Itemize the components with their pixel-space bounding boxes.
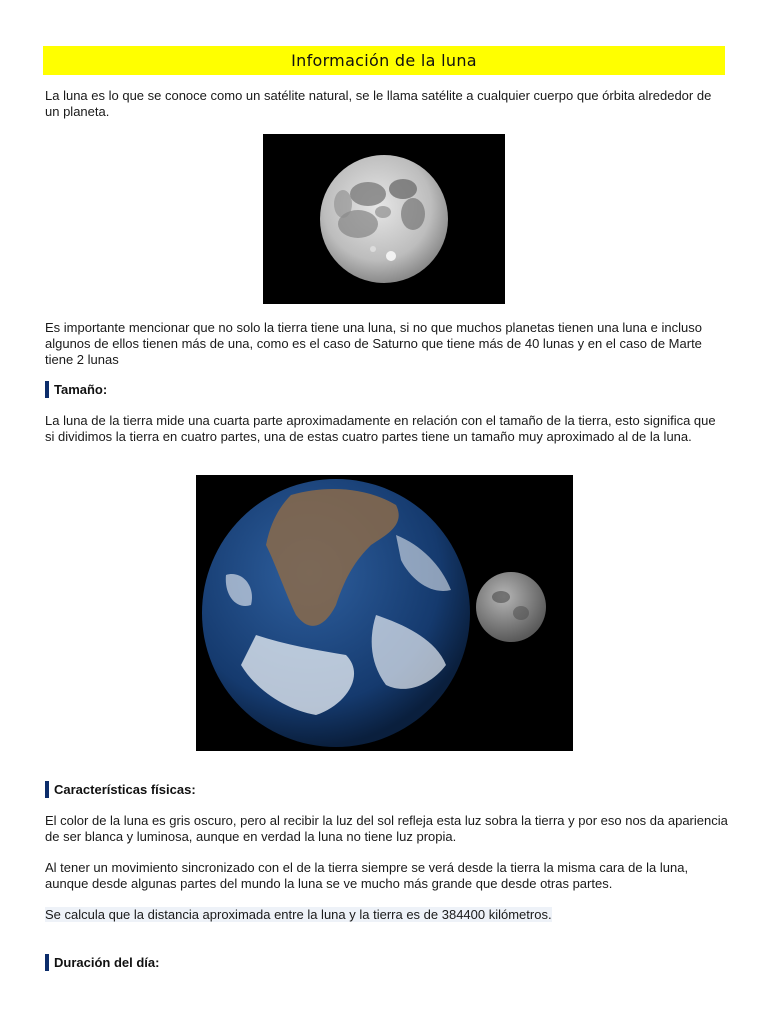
size-heading-text: Tamaño: [54, 382, 108, 397]
earth-moon-photo [196, 475, 573, 751]
heading-bar [45, 781, 49, 798]
heading-bar [45, 954, 49, 971]
moon-photo [263, 134, 505, 304]
physical-heading [45, 781, 196, 798]
title-banner [43, 46, 725, 75]
day-heading-text: Duración del día: [54, 955, 160, 970]
heading-bar [45, 381, 49, 398]
color-paragraph: El color de la luna es gris oscuro, pero al recibir la luz del sol refleja esta luz sobra la tierra y por eso nos da apariencia de ser blanca y luminosa, aunque en verdad la luna no tiene luz propia. [45, 813, 728, 844]
distance-text: Se calcula que la distancia aproximada entre la luna y la tierra es de 384400 kilómetros. [45, 907, 552, 922]
rotation-paragraph: Al tener un movimiento sincronizado con el de la tierra siempre se verá desde la tierra la misma cara de la luna, aunque desde algunas partes del mundo la luna se ve mucho más grande que desde otras partes. [45, 860, 689, 891]
size-paragraph: La luna de la tierra mide una cuarta parte aproximadamente en relación con el tamaño de la tierra, esto significa que si dividimos la tierra en cuatro partes, una de estas cuatro partes tiene un tamaño muy aproximado al de la luna. [45, 413, 716, 444]
day-heading [45, 954, 159, 971]
moons-paragraph: Es importante mencionar que no solo la tierra tiene una luna, si no que muchos planetas tienen una luna e incluso algunos de ellos tienen más de una, como es el caso de Saturno que tiene más de 40 lunas y en el caso de Marte tiene 2 lunas [45, 320, 702, 367]
physical-heading-text: Características físicas: [54, 782, 196, 797]
page-title: Información de la luna [291, 51, 477, 70]
size-heading [45, 381, 107, 398]
intro-paragraph: La luna es lo que se conoce como un satélite natural, se le llama satélite a cualquier cuerpo que órbita alrededor de un planeta. [45, 88, 712, 119]
distance-paragraph [45, 907, 552, 923]
